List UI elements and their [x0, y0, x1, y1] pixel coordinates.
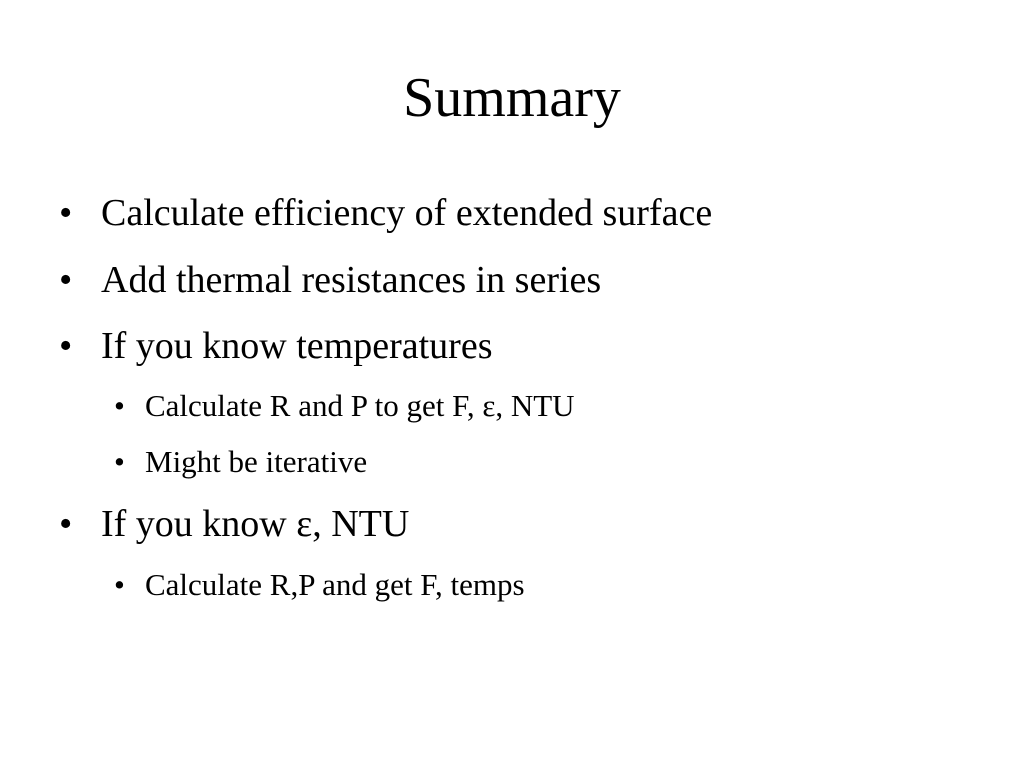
bullet-icon: • — [59, 325, 73, 367]
bullet-item — [59, 190, 713, 236]
bullet-text: Add thermal resistances in series — [101, 259, 602, 301]
slide-title: Summary — [403, 67, 621, 129]
bullet-text: Calculate R,P and get F, temps — [145, 567, 525, 602]
bullet-item — [59, 501, 410, 547]
bullet-icon: • — [59, 192, 73, 234]
bullet-icon: • — [59, 503, 73, 545]
bullet-text: If you know ε, NTU — [101, 503, 410, 545]
bullet-text: Calculate efficiency of extended surface — [101, 192, 713, 234]
bullet-text: If you know temperatures — [101, 325, 493, 367]
bullet-text: Might be iterative — [145, 444, 368, 479]
bullet-icon: • — [114, 567, 125, 602]
sub-bullet-item — [114, 443, 368, 481]
bullet-icon: • — [114, 444, 125, 479]
bullet-item — [59, 257, 602, 303]
sub-bullet-item — [114, 387, 575, 425]
bullet-item — [59, 323, 493, 369]
bullet-icon: • — [59, 259, 73, 301]
bullet-icon: • — [114, 388, 125, 423]
bullet-text: Calculate R and P to get F, ε, NTU — [145, 388, 575, 423]
sub-bullet-item — [114, 566, 525, 604]
